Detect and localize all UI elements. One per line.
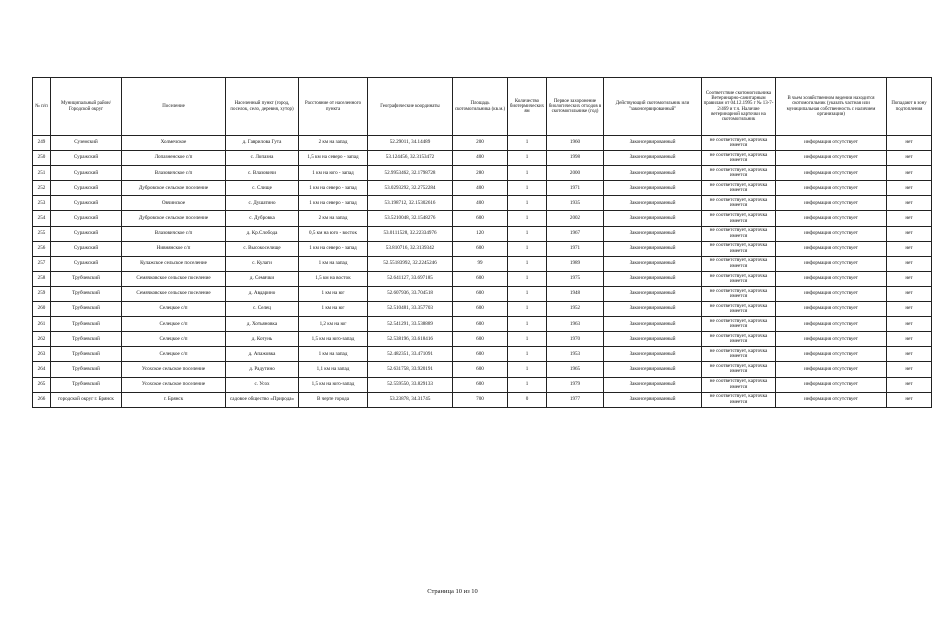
column-header: Расстояние от населенного пункта bbox=[299, 78, 368, 136]
table-cell: г. Брянск bbox=[122, 392, 226, 407]
table-cell: Законсервированный bbox=[604, 181, 702, 196]
table-cell: 53.0293292, 32.2752284 bbox=[368, 181, 453, 196]
column-header: Населенный пункт (город, поселок, село, деревня, хутор) bbox=[226, 78, 299, 136]
table-cell: 53.0111528, 32.22334976 bbox=[368, 226, 453, 241]
table-cell: Законсервированный bbox=[604, 317, 702, 332]
table-cell: д. Кр.Слобода bbox=[226, 226, 299, 241]
table-cell: не соответствует, карточка имеется bbox=[702, 166, 776, 181]
page-number: Страница 10 из 10 bbox=[427, 588, 478, 595]
table-cell: информация отсутствует bbox=[776, 136, 887, 151]
table-cell: 200 bbox=[453, 136, 508, 151]
table-cell: 1998 bbox=[547, 151, 604, 166]
table-cell: 1,2 км на юг bbox=[299, 317, 368, 332]
table-cell: не соответствует, карточка имеется bbox=[702, 271, 776, 286]
table-cell: Суражский bbox=[51, 211, 122, 226]
table-cell: Овчинское bbox=[122, 196, 226, 211]
table-body bbox=[33, 136, 932, 408]
table-cell: Законсервированный bbox=[604, 286, 702, 301]
table-cell: Кулажское сельское поселение bbox=[122, 256, 226, 271]
table-cell: нет bbox=[887, 256, 932, 271]
table-cell: информация отсутствует bbox=[776, 286, 887, 301]
table-cell: 1960 bbox=[547, 136, 604, 151]
table-cell: 255 bbox=[33, 226, 51, 241]
table-cell: 1 км на запад bbox=[299, 256, 368, 271]
table-cell: 259 bbox=[33, 286, 51, 301]
table-cell: 262 bbox=[33, 332, 51, 347]
table-cell: 1 bbox=[508, 151, 547, 166]
table-cell: Трубчевский bbox=[51, 302, 122, 317]
column-header: Соответствие скотомогильника Ветеринарно-санитарным правилам от 04.12.1995 г № 13-7-2/469 и т.ч. Наличие ветеринарной карточки на скотомогильник bbox=[702, 78, 776, 136]
table-cell: информация отсутствует bbox=[776, 181, 887, 196]
table-cell: Трубчевский bbox=[51, 332, 122, 347]
table-cell: 700 bbox=[453, 392, 508, 407]
table-cell: Законсервированный bbox=[604, 347, 702, 362]
table-cell: Суражский bbox=[51, 166, 122, 181]
table-cell: не соответствует, карточка имеется bbox=[702, 256, 776, 271]
table-cell: 1989 bbox=[547, 256, 604, 271]
table-cell: Селецкое с/п bbox=[122, 317, 226, 332]
column-header: Поселение bbox=[122, 78, 226, 136]
table-cell: информация отсутствует bbox=[776, 166, 887, 181]
table-row bbox=[33, 317, 932, 332]
table-cell: нет bbox=[887, 241, 932, 256]
table-cell: д. Семячки bbox=[226, 271, 299, 286]
table-cell: не соответствует, карточка имеется bbox=[702, 151, 776, 166]
table-row bbox=[33, 211, 932, 226]
table-cell: 1 км на юго - запад bbox=[299, 166, 368, 181]
table-cell: Дубровское сельское поселение bbox=[122, 181, 226, 196]
table-cell: не соответствует, карточка имеется bbox=[702, 211, 776, 226]
table-cell: 1 bbox=[508, 166, 547, 181]
table-cell: 260 bbox=[33, 302, 51, 317]
table-row bbox=[33, 347, 932, 362]
table-cell: с. Слище bbox=[226, 181, 299, 196]
table-cell: Законсервированный bbox=[604, 226, 702, 241]
table-cell: 1979 bbox=[547, 377, 604, 392]
table-cell: 53.124456, 32.3153472 bbox=[368, 151, 453, 166]
table-cell: д. Радутино bbox=[226, 362, 299, 377]
table-cell: информация отсутствует bbox=[776, 151, 887, 166]
table-cell: не соответствует, карточка имеется bbox=[702, 241, 776, 256]
table-cell: Трубчевский bbox=[51, 347, 122, 362]
table-cell: не соответствует, карточка имеется bbox=[702, 392, 776, 407]
column-header: Первое захоронение биологических отходов в скотомогильнике (год) bbox=[547, 78, 604, 136]
table-cell: В черте города bbox=[299, 392, 368, 407]
table-cell: нет bbox=[887, 211, 932, 226]
table-cell: 52.641127, 33.697185 bbox=[368, 271, 453, 286]
table-cell: Законсервированный bbox=[604, 241, 702, 256]
table-cell: 1 км на северо - запад bbox=[299, 181, 368, 196]
table-cell: Суражский bbox=[51, 241, 122, 256]
table-cell: 1948 bbox=[547, 286, 604, 301]
table-cell: Суземский bbox=[51, 136, 122, 151]
table-cell: 1952 bbox=[547, 302, 604, 317]
table-cell: Законсервированный bbox=[604, 256, 702, 271]
cattle-burial-registry-table bbox=[32, 77, 932, 408]
table-cell: 1 bbox=[508, 362, 547, 377]
table-cell: 1 bbox=[508, 226, 547, 241]
table-cell: 1 bbox=[508, 332, 547, 347]
table-cell: 1963 bbox=[547, 317, 604, 332]
table-cell: 52.55183992, 32.2245246 bbox=[368, 256, 453, 271]
table-cell: 52.541291, 33.538889 bbox=[368, 317, 453, 332]
table-cell: д. Хотьяновка bbox=[226, 317, 299, 332]
table-cell: 280 bbox=[453, 166, 508, 181]
table-cell: информация отсутствует bbox=[776, 392, 887, 407]
table-cell: 1 bbox=[508, 211, 547, 226]
table-cell: нет bbox=[887, 362, 932, 377]
table-cell: 249 bbox=[33, 136, 51, 151]
table-cell: Суражский bbox=[51, 256, 122, 271]
table-cell: Усохское сельское поселение bbox=[122, 362, 226, 377]
table-row bbox=[33, 256, 932, 271]
table-cell: 1 км на юг bbox=[299, 286, 368, 301]
table-cell: информация отсутствует bbox=[776, 332, 887, 347]
table-cell: 1,1 км на запад bbox=[299, 362, 368, 377]
table-cell: не соответствует, карточка имеется bbox=[702, 332, 776, 347]
table-cell: Законсервированный bbox=[604, 136, 702, 151]
table-cell: нет bbox=[887, 302, 932, 317]
table-row bbox=[33, 271, 932, 286]
table-cell: 1 км на северо - запад bbox=[299, 196, 368, 211]
table-cell: информация отсутствует bbox=[776, 211, 887, 226]
table-cell: 1953 bbox=[547, 347, 604, 362]
table-cell: 266 bbox=[33, 392, 51, 407]
table-cell: Трубчевский bbox=[51, 362, 122, 377]
table-row bbox=[33, 362, 932, 377]
table-cell: не соответствует, карточка имеется bbox=[702, 196, 776, 211]
table-cell: не соответствует, карточка имеется bbox=[702, 347, 776, 362]
table-cell: не соответствует, карточка имеется bbox=[702, 302, 776, 317]
table-cell: Законсервированный bbox=[604, 332, 702, 347]
table-row bbox=[33, 196, 932, 211]
table-cell: информация отсутствует bbox=[776, 302, 887, 317]
table-cell: д. Авдарино bbox=[226, 286, 299, 301]
table-cell: нет bbox=[887, 332, 932, 347]
table-cell: 261 bbox=[33, 317, 51, 332]
table-cell: информация отсутствует bbox=[776, 271, 887, 286]
table-cell: Законсервированный bbox=[604, 392, 702, 407]
table-cell: 120 bbox=[453, 226, 508, 241]
table-cell: информация отсутствует bbox=[776, 256, 887, 271]
table-cell: Трубчевский bbox=[51, 377, 122, 392]
table-cell: 53.5210048, 32.1548276 bbox=[368, 211, 453, 226]
table-cell: не соответствует, карточка имеется bbox=[702, 362, 776, 377]
table-cell: Усохское сельское поселение bbox=[122, 377, 226, 392]
table-cell: 1 bbox=[508, 256, 547, 271]
table-cell: 1,5 км на восток bbox=[299, 271, 368, 286]
table-cell: Законсервированный bbox=[604, 166, 702, 181]
table-cell: 400 bbox=[453, 151, 508, 166]
table-cell: Трубчевский bbox=[51, 271, 122, 286]
table-cell: Лопазненское с/п bbox=[122, 151, 226, 166]
table-cell: 53.810716, 32.3139342 bbox=[368, 241, 453, 256]
table-cell: 600 bbox=[453, 211, 508, 226]
table-cell: не соответствует, карточка имеется bbox=[702, 286, 776, 301]
table-cell: Селецкое с/п bbox=[122, 347, 226, 362]
table-cell: 1,5 км на северо - запад bbox=[299, 151, 368, 166]
table-cell: 258 bbox=[33, 271, 51, 286]
table-cell: нет bbox=[887, 226, 932, 241]
table-cell: Трубчевский bbox=[51, 286, 122, 301]
table-cell: нет bbox=[887, 286, 932, 301]
table-cell: не соответствует, карточка имеется bbox=[702, 136, 776, 151]
table-cell: 1 bbox=[508, 317, 547, 332]
table-cell: Законсервированный bbox=[604, 271, 702, 286]
table-cell: с. Кулаги bbox=[226, 256, 299, 271]
table-cell: с. Дубровка bbox=[226, 211, 299, 226]
table-cell: д. Апажовка bbox=[226, 347, 299, 362]
table-cell: 52.482351, 33.471091 bbox=[368, 347, 453, 362]
table-cell: Законсервированный bbox=[604, 362, 702, 377]
table-cell: информация отсутствует bbox=[776, 362, 887, 377]
table-cell: информация отсутствует bbox=[776, 317, 887, 332]
table-cell: 1 bbox=[508, 181, 547, 196]
table-cell: 99 bbox=[453, 256, 508, 271]
column-header: Попадают в зону подтопления bbox=[887, 78, 932, 136]
table-cell: 600 bbox=[453, 377, 508, 392]
table-cell: 1935 bbox=[547, 196, 604, 211]
table-cell: д. Гаврилова Гута bbox=[226, 136, 299, 151]
table-cell: 0 bbox=[508, 392, 547, 407]
table-cell: не соответствует, карточка имеется bbox=[702, 226, 776, 241]
table-cell: с. Высокоселище bbox=[226, 241, 299, 256]
table-cell: Законсервированный bbox=[604, 377, 702, 392]
table-cell: 1 bbox=[508, 271, 547, 286]
table-cell: Семячковское сельское поселение bbox=[122, 286, 226, 301]
table-cell: д. Котунь bbox=[226, 332, 299, 347]
table-row bbox=[33, 302, 932, 317]
table-cell: 2002 bbox=[547, 211, 604, 226]
table-cell: Суражский bbox=[51, 181, 122, 196]
table-cell: информация отсутствует bbox=[776, 377, 887, 392]
table-cell: Законсервированный bbox=[604, 196, 702, 211]
table-cell: 252 bbox=[33, 181, 51, 196]
table-cell: 1 км на запад bbox=[299, 347, 368, 362]
table-cell: 0,5 км на юго - восток bbox=[299, 226, 368, 241]
table-cell: 253 bbox=[33, 196, 51, 211]
table-cell: не соответствует, карточка имеется bbox=[702, 377, 776, 392]
table-cell: 1,5 км на юго-запад bbox=[299, 332, 368, 347]
column-header: Действующий скотомогильник или "законсервированный" bbox=[604, 78, 702, 136]
table-cell: 1971 bbox=[547, 241, 604, 256]
table-cell: Законсервированный bbox=[604, 302, 702, 317]
table-cell: 52.29011, 34.14489 bbox=[368, 136, 453, 151]
table-cell: Селецкое с/п bbox=[122, 332, 226, 347]
table-cell: 53.198712, 32.15302616 bbox=[368, 196, 453, 211]
table-cell: 1965 bbox=[547, 362, 604, 377]
table-cell: 400 bbox=[453, 181, 508, 196]
table-cell: 1975 bbox=[547, 271, 604, 286]
column-header: Географические координаты bbox=[368, 78, 453, 136]
table-cell: Суражский bbox=[51, 196, 122, 211]
column-header: В чьем хозяйственном ведении находится скотомогильник (указать частная или муниципальная собственность с наличием организации) bbox=[776, 78, 887, 136]
table-cell: 600 bbox=[453, 317, 508, 332]
table-cell: нет bbox=[887, 377, 932, 392]
table-cell: нет bbox=[887, 136, 932, 151]
column-header: № п/п bbox=[33, 78, 51, 136]
table-cell: нет bbox=[887, 196, 932, 211]
column-header: Площадь скотомогильника (кв.м.) bbox=[453, 78, 508, 136]
table-cell: 257 bbox=[33, 256, 51, 271]
table-cell: с. Влазовичи bbox=[226, 166, 299, 181]
table-cell: Селецкое с/п bbox=[122, 302, 226, 317]
table-cell: 1 bbox=[508, 196, 547, 211]
table-row bbox=[33, 226, 932, 241]
table-header-row bbox=[33, 78, 932, 136]
table-row bbox=[33, 241, 932, 256]
table-cell: не соответствует, карточка имеется bbox=[702, 317, 776, 332]
table-row bbox=[33, 332, 932, 347]
table-cell: информация отсутствует bbox=[776, 241, 887, 256]
table-cell: с. Селец bbox=[226, 302, 299, 317]
column-header: Муниципальный район/Городской округ bbox=[51, 78, 122, 136]
table-cell: 251 bbox=[33, 166, 51, 181]
table-cell: 52.510481, 33.357703 bbox=[368, 302, 453, 317]
table-cell: нет bbox=[887, 347, 932, 362]
table-cell: 600 bbox=[453, 241, 508, 256]
table-cell: Суражский bbox=[51, 151, 122, 166]
table-cell: 52.559550, 33.829133 bbox=[368, 377, 453, 392]
table-cell: 52.631758, 33.920191 bbox=[368, 362, 453, 377]
table-cell: 1 bbox=[508, 286, 547, 301]
table-cell: не соответствует, карточка имеется bbox=[702, 181, 776, 196]
table-row bbox=[33, 377, 932, 392]
table-cell: садовое общество «Природа» bbox=[226, 392, 299, 407]
table-cell: 2000 bbox=[547, 166, 604, 181]
table-cell: 250 bbox=[33, 151, 51, 166]
table-cell: Семячковское сельское поселение bbox=[122, 271, 226, 286]
table-cell: 600 bbox=[453, 332, 508, 347]
table-cell: 52.538196, 33.618416 bbox=[368, 332, 453, 347]
table-cell: 600 bbox=[453, 271, 508, 286]
table-cell: 600 bbox=[453, 362, 508, 377]
table-cell: Влазовичское с/п bbox=[122, 166, 226, 181]
table-cell: 256 bbox=[33, 241, 51, 256]
table-cell: нет bbox=[887, 181, 932, 196]
table-cell: с. Усох bbox=[226, 377, 299, 392]
table-cell: Трубчевский bbox=[51, 317, 122, 332]
table-cell: 600 bbox=[453, 302, 508, 317]
table-cell: нет bbox=[887, 317, 932, 332]
table-cell: городской округ г. Брянск bbox=[51, 392, 122, 407]
table-cell: информация отсутствует bbox=[776, 226, 887, 241]
table-cell: Холмечское bbox=[122, 136, 226, 151]
table-cell: с. Душатино bbox=[226, 196, 299, 211]
table-row bbox=[33, 392, 932, 407]
table-cell: 263 bbox=[33, 347, 51, 362]
table-cell: Нивнянское с/п bbox=[122, 241, 226, 256]
table-cell: 1 bbox=[508, 136, 547, 151]
column-header: Количество биотермических ям bbox=[508, 78, 547, 136]
table-cell: 264 bbox=[33, 362, 51, 377]
table-cell: 1 км на юг bbox=[299, 302, 368, 317]
table-row bbox=[33, 181, 932, 196]
table-cell: 2 км на запад bbox=[299, 211, 368, 226]
table-cell: Законсервированный bbox=[604, 151, 702, 166]
table-cell: 1 bbox=[508, 302, 547, 317]
table-cell: 1970 bbox=[547, 332, 604, 347]
table-cell: 600 bbox=[453, 347, 508, 362]
table-cell: нет bbox=[887, 151, 932, 166]
table-cell: 1967 bbox=[547, 226, 604, 241]
table-cell: с. Лопазна bbox=[226, 151, 299, 166]
table-cell: Суражский bbox=[51, 226, 122, 241]
table-cell: 1 bbox=[508, 241, 547, 256]
table-cell: 600 bbox=[453, 286, 508, 301]
table-cell: 52.607936, 33.704518 bbox=[368, 286, 453, 301]
table-cell: 400 bbox=[453, 196, 508, 211]
table-cell: нет bbox=[887, 271, 932, 286]
table-row bbox=[33, 166, 932, 181]
table-cell: 1,5 км на юго-запад bbox=[299, 377, 368, 392]
table-row bbox=[33, 286, 932, 301]
table-row bbox=[33, 136, 932, 151]
table-cell: 1 bbox=[508, 377, 547, 392]
table-cell: 1971 bbox=[547, 181, 604, 196]
table-cell: 2 км на запад bbox=[299, 136, 368, 151]
table-cell: 1 bbox=[508, 347, 547, 362]
table-cell: 265 bbox=[33, 377, 51, 392]
table-cell: нет bbox=[887, 166, 932, 181]
table-cell: Законсервированный bbox=[604, 211, 702, 226]
table-cell: 1977 bbox=[547, 392, 604, 407]
table-cell: нет bbox=[887, 392, 932, 407]
table-cell: информация отсутствует bbox=[776, 347, 887, 362]
table-cell: Дубровское сельское поселение bbox=[122, 211, 226, 226]
table-cell: Влазовичское с/п bbox=[122, 226, 226, 241]
table-cell: 52.9953462, 32.1798728 bbox=[368, 166, 453, 181]
table-cell: 53.23878, 34.31745 bbox=[368, 392, 453, 407]
table-cell: 1 км на северо - запад bbox=[299, 241, 368, 256]
table-cell: информация отсутствует bbox=[776, 196, 887, 211]
table-row bbox=[33, 151, 932, 166]
table-cell: 254 bbox=[33, 211, 51, 226]
